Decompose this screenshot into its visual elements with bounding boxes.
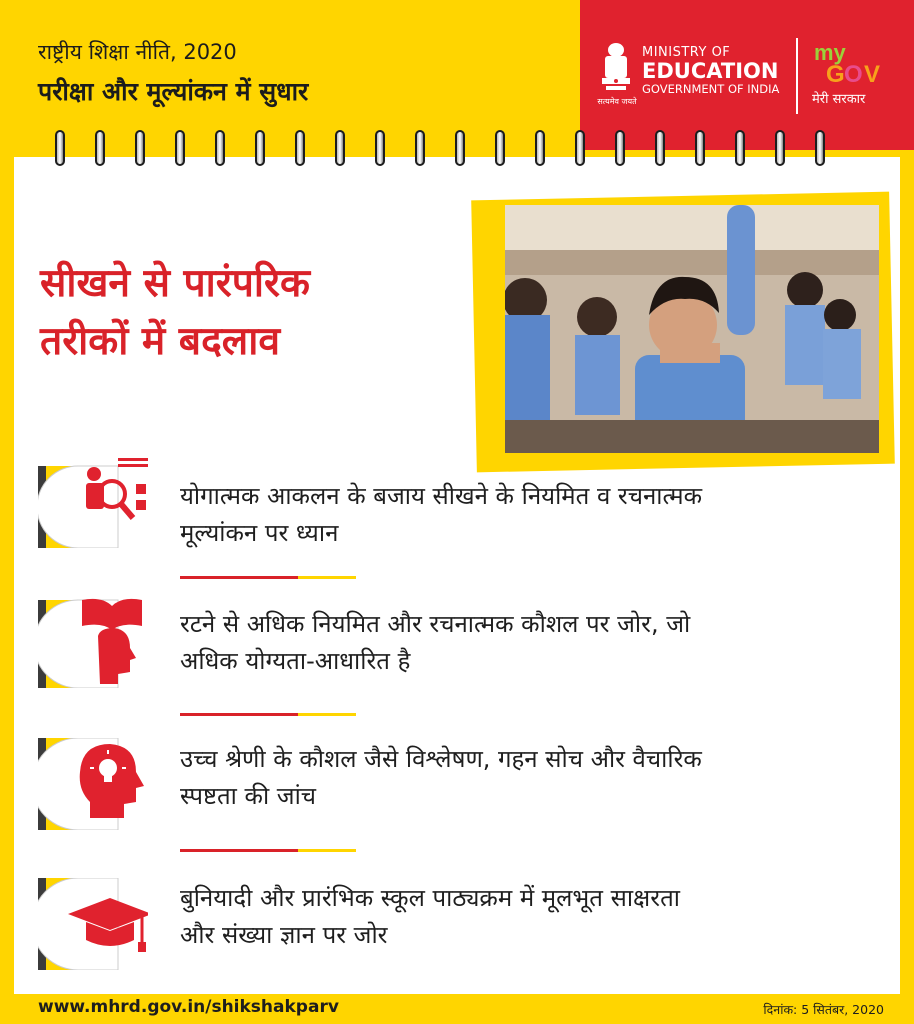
footer-date: दिनांक: 5 सितंबर, 2020 (763, 1002, 884, 1017)
lightbulb-head-icon (38, 738, 148, 830)
binding-ring (615, 130, 625, 166)
binding-ring (815, 130, 825, 166)
mygov-wordmark-icon (812, 40, 896, 86)
binding-ring (335, 130, 345, 166)
list-item (180, 880, 880, 954)
item-line: स्पष्टता की जांच (180, 782, 317, 810)
item-line: अधिक योग्यता-आधारित है (180, 647, 411, 675)
binding-ring (535, 130, 545, 166)
item-separator (180, 849, 356, 852)
binding-ring (415, 130, 425, 166)
classroom-photo (505, 205, 879, 453)
binding-ring (135, 130, 145, 166)
binding-ring (735, 130, 745, 166)
main-title-line2: तरीकों में बदलाव (40, 319, 281, 364)
national-emblem-icon (596, 40, 636, 100)
main-title (40, 255, 310, 371)
svg-text:O: O (844, 61, 863, 86)
list-item (180, 606, 880, 680)
assessment-magnifier-icon (38, 456, 148, 548)
logo-group (592, 36, 902, 116)
emblem-caption: सत्यमेव जयते (597, 97, 637, 106)
ministry-line1: MINISTRY OF (642, 45, 731, 60)
header (38, 38, 308, 108)
header-subtitle: राष्ट्रीय शिक्षा नीति, 2020 (38, 40, 237, 64)
binding-ring (775, 130, 785, 166)
mygov-logo[interactable] (812, 40, 896, 106)
footer-url-link[interactable]: www.mhrd.gov.in/shikshakparv (38, 997, 339, 1017)
list-item (180, 741, 880, 815)
binding-ring (455, 130, 465, 166)
binding-ring (695, 130, 705, 166)
spiral-binding (55, 130, 845, 170)
binding-ring (215, 130, 225, 166)
item-separator (180, 713, 356, 716)
item-line: रटने से अधिक नियमित और रचनात्मक कौशल पर जोर, जो (180, 610, 691, 638)
ministry-logo[interactable] (642, 46, 779, 96)
binding-ring (655, 130, 665, 166)
binding-ring (175, 130, 185, 166)
item-line: उच्च श्रेणी के कौशल जैसे विश्लेषण, गहन सोच और वैचारिक (180, 745, 702, 773)
ministry-line3: GOVERNMENT OF INDIA (642, 82, 780, 96)
book-head-icon (38, 596, 148, 688)
ministry-line2: EDUCATION (642, 59, 779, 83)
binding-ring (295, 130, 305, 166)
item-line: बुनियादी और प्रारंभिक स्कूल पाठ्यक्रम में मूलभूत साक्षरता (180, 884, 680, 912)
binding-ring (575, 130, 585, 166)
item-separator (180, 576, 356, 579)
list-item (180, 478, 880, 552)
svg-text:V: V (864, 61, 881, 86)
header-title: परीक्षा और मूल्यांकन में सुधार (38, 77, 309, 106)
logo-divider (796, 38, 798, 114)
item-line: योगात्मक आकलन के बजाय सीखने के नियमित व रचनात्मक (180, 482, 703, 510)
item-line: मूल्यांकन पर ध्यान (180, 519, 339, 547)
svg-text:my: my (814, 40, 846, 65)
binding-ring (255, 130, 265, 166)
binding-ring (375, 130, 385, 166)
svg-text:G: G (826, 61, 845, 86)
main-title-line1: सीखने से पारंपरिक (40, 261, 310, 306)
item-line: और संख्या ज्ञान पर जोर (180, 921, 388, 949)
classroom-illustration (505, 205, 879, 453)
binding-ring (95, 130, 105, 166)
binding-ring (55, 130, 65, 166)
binding-ring (495, 130, 505, 166)
graduation-cap-icon (38, 878, 148, 970)
mygov-tagline: मेरी सरकार (812, 92, 866, 107)
